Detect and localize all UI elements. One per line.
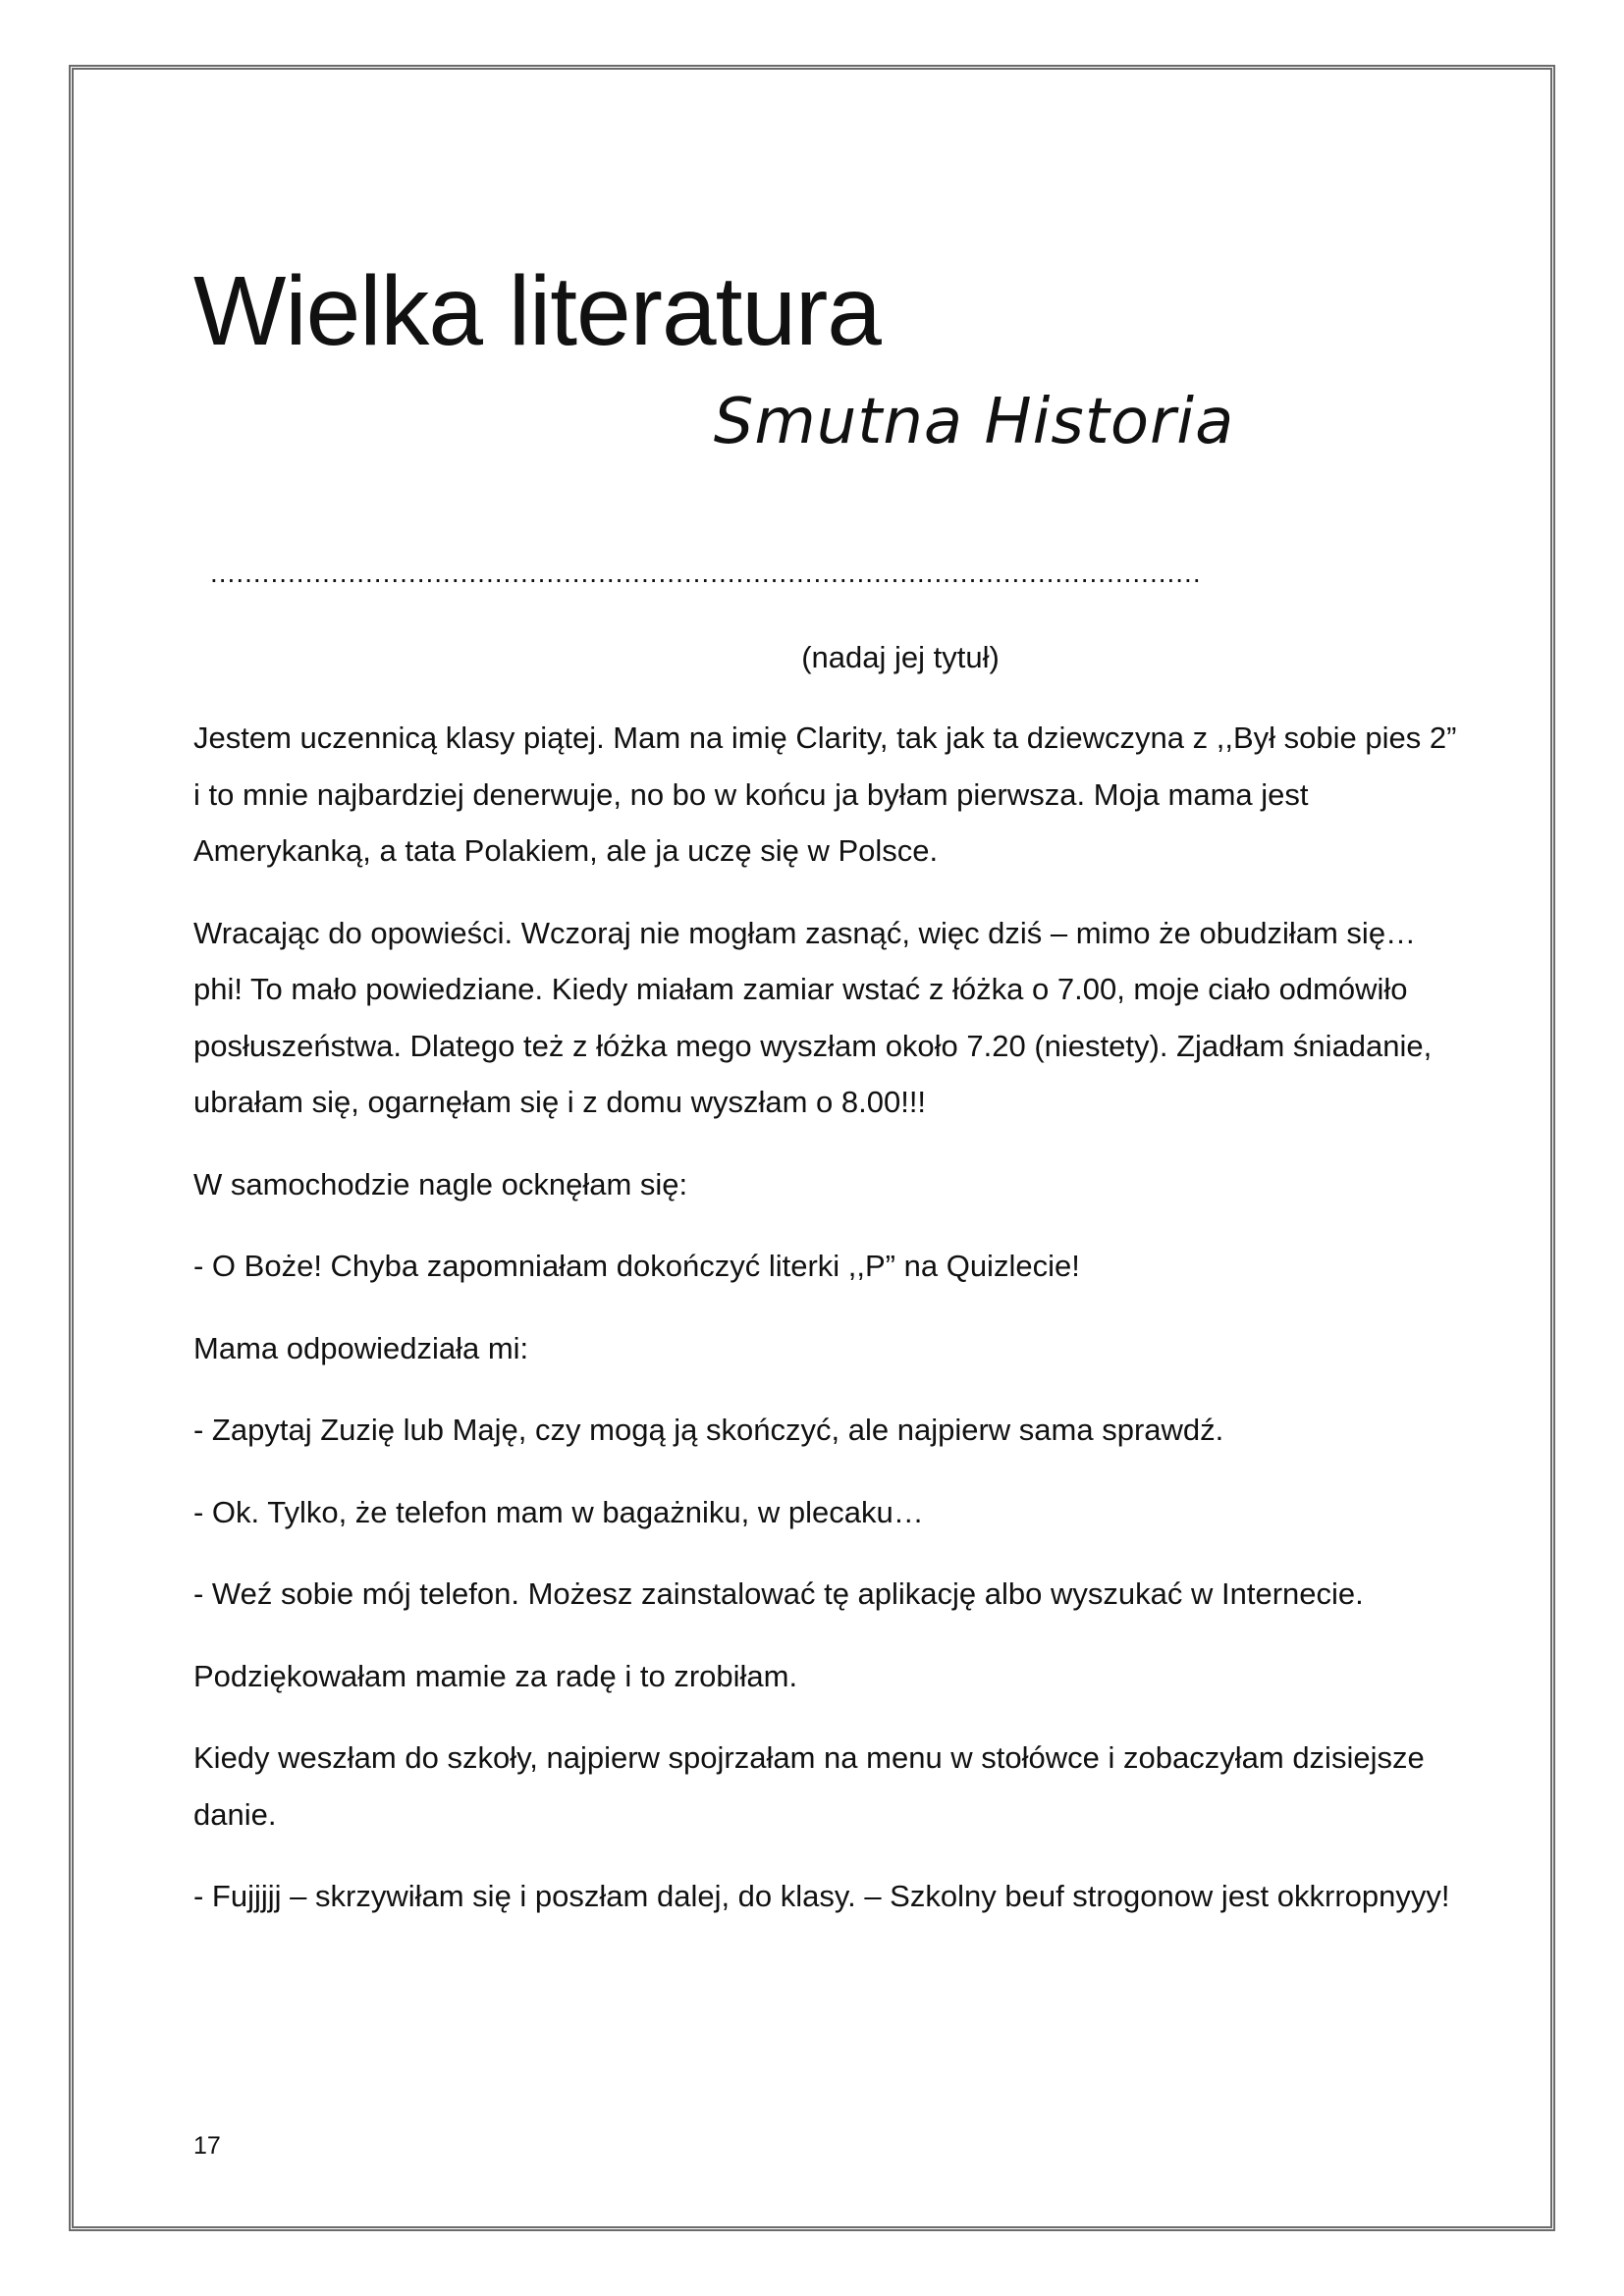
paragraph: - Weź sobie mój telefon. Możesz zainstalować tę aplikację albo wyszukać w Internecie. — [193, 1576, 1364, 1611]
story-title: Smutna Historia — [713, 386, 1235, 458]
paragraph: W samochodzie nagle ocknęłam się: — [193, 1166, 688, 1201]
paragraph: - Ok. Tylko, że telefon mam w bagażniku, w plecaku… — [193, 1494, 924, 1529]
page-number: 17 — [193, 2132, 221, 2160]
paragraph: Mama odpowiedziała mi: — [193, 1330, 529, 1365]
title-note: (nadaj jej tytuł) — [801, 640, 1000, 674]
story-body — [193, 710, 1460, 1950]
paragraph: Podziękowałam mamie za radę i to zrobiłam. — [193, 1658, 798, 1693]
page-title: Wielka literatura — [193, 256, 881, 366]
paragraph: - Zapytaj Zuzię lub Maję, czy mogą ją skończyć, ale najpierw sama sprawdź. — [193, 1413, 1224, 1447]
title-dotted-line: ................................................................................................................... — [210, 558, 1202, 588]
paragraph: Kiedy weszłam do szkoły, najpierw spojrzałam na menu w stołówce i zobaczyłam dzisiejsze danie. — [193, 1740, 1425, 1832]
paragraph: - O Boże! Chyba zapomniałam dokończyć literki ,,P” na Quizlecie! — [193, 1249, 1080, 1283]
paragraph: Wracając do opowieści. Wczoraj nie mogłam zasnąć, więc dziś – mimo że obudziłam się… phi! To mało powiedziane. Kiedy miałam zamiar wstać z łóżka o 7.00, moje ciało odmówiło posłuszeństwa. Dlatego też z łóżka mego wyszłam około 7.20 (niestety). Zjadłam śniadanie, ubrałam się, ogarnęłam się i z domu wyszłam o 8.00!!! — [193, 915, 1433, 1119]
paragraph: - Fujjjjj – skrzywiłam się i poszłam dalej, do klasy. – Szkolny beuf strogonow jest okkrropnyyy! — [193, 1879, 1450, 1913]
paragraph: Jestem uczennicą klasy piątej. Mam na imię Clarity, tak jak ta dziewczyna z ,,Był sobie pies 2” i to mnie najbardziej denerwuje, no bo w końcu ja byłam pierwsza. Moja mama jest Amerykanką, a tata Polakiem, ale ja uczę się w Polsce. — [193, 721, 1457, 868]
